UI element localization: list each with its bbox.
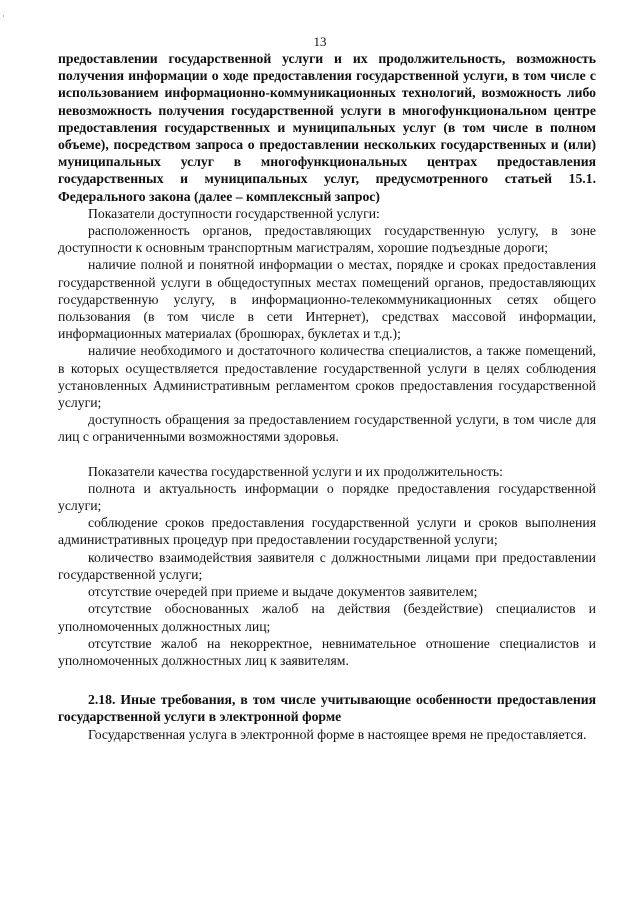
quality-item-6: отсутствие жалоб на некорректное, невнимательное отношение специалистов и уполномоченных должностных лиц к заявителям. [58, 635, 596, 668]
section-2-18-heading: 2.18. Иные требования, в том числе учитывающие особенности предоставления государственной услуги в электронной форме [58, 692, 596, 725]
paragraph-gap [58, 446, 596, 463]
quality-item-4: отсутствие очередей при приеме и выдаче документов заявителем; [88, 584, 478, 600]
document-body [58, 50, 596, 743]
quality-heading: Показатели качества государственной услуги и их продолжительность: [88, 463, 503, 479]
quality-item-2: соблюдение сроков предоставления государственной услуги и сроков выполнения административных процедур при предоставлении государственной услуги; [58, 515, 596, 548]
quality-item-1: полнота и актуальность информации о порядке предоставления государственной услуги; [58, 480, 596, 514]
page-number: 13 [313, 34, 327, 49]
section-gap [58, 669, 596, 691]
quality-item-5: отсутствие обоснованных жалоб на действия (бездействие) специалистов и уполномоченных должностных лиц; [58, 601, 596, 634]
accessibility-heading: Показатели доступности государственной услуги: [88, 205, 380, 221]
section-2-18-body: Государственная услуга в электронной форме в настоящее время не предоставляется. [88, 726, 587, 742]
intro-paragraph: предоставлении государственной услуги и их продолжительность, возможность получения информации о ходе предоставления государственной услуги, в том числе с использованием информационно-коммуникационных технологий, возможность либо невозможность получения государственной услуги в многофункциональном центре предоставления государственных и муниципальных услуг (в том числе в полном объеме), посредством запроса о предоставлении нескольких государственных и (или) муниципальных услуг в многофункциональных центрах предоставления государственных и муниципальных услуг, предусмотренного статьей 15.1. Федерального закона (далее – комплексный запрос) [58, 51, 596, 204]
quality-item-3: количество взаимодействия заявителя с должностными лицами при предоставлении государственной услуги; [58, 549, 596, 582]
accessibility-item-3: наличие необходимого и достаточного количества специалистов, а также помещений, в которых осуществляется предоставление государственной услуги в целях соблюдения установленных Административным регламентом сроков предоставления государственной услуги; [58, 343, 596, 411]
corner-mark: · [2, 12, 5, 21]
accessibility-item-2: наличие полной и понятной информации о местах, порядке и сроках предоставления государственной услуги в общедоступных местах помещений органов, предоставляющих государственную услугу, в информационно-телекоммуникационных сетях общего пользования (в том числе в сети Интернет), средствах массовой информации, информационных материалах (брошюрах, буклетах и т.д.); [58, 257, 596, 342]
accessibility-item-1: расположенность органов, предоставляющих государственную услугу, в зоне доступности к основным транспортным магистралям, хорошие подъездные дороги; [58, 223, 596, 256]
accessibility-item-4: доступность обращения за предоставлением государственной услуги, в том числе для лиц с ограниченными возможностями здоровья. [58, 412, 596, 445]
